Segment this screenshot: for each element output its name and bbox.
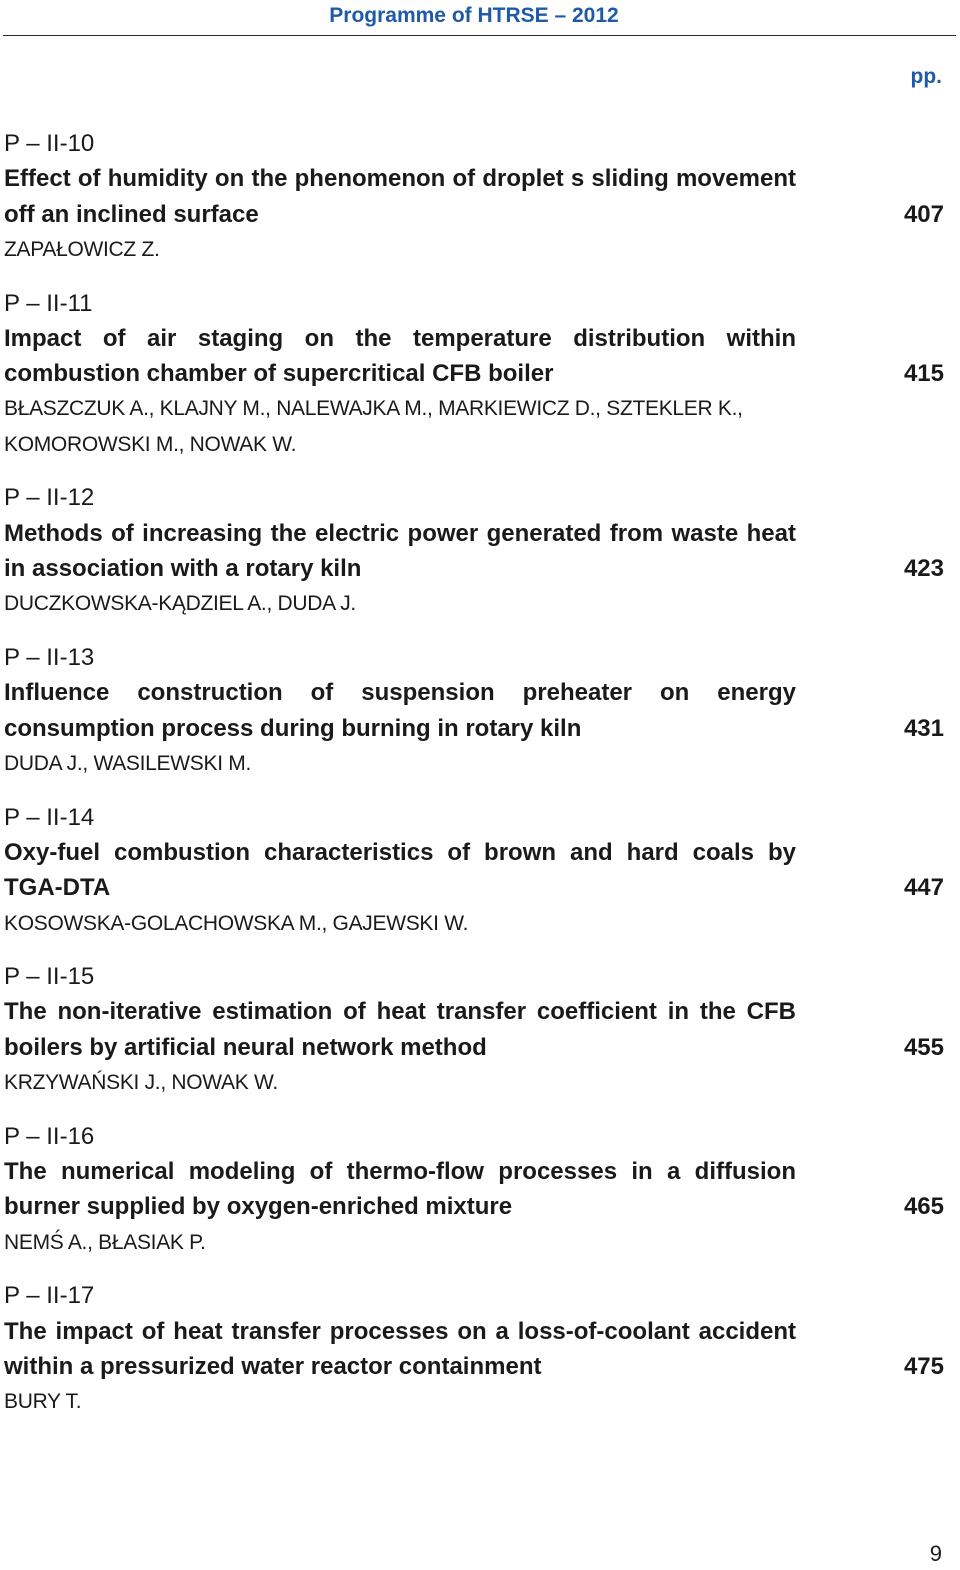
pages-column-label: pp. (910, 65, 942, 88)
entry-page-number: 407 (903, 200, 944, 228)
entry-title: Effect of humidity on the phenomenon of droplet s sliding movement off an inclined surface (4, 165, 796, 228)
entry-page-number: 465 (903, 1193, 944, 1221)
entry-page-number: 455 (903, 1033, 944, 1061)
entry-title: The impact of heat transfer processes on a loss-of-coolant accident within a pressurized water reactor containment (4, 1317, 796, 1380)
entry-authors: KOSOWSKA-GOLACHOWSKA M., GAJEWSKI W. (4, 911, 469, 935)
entry-code: P – II-12 (4, 484, 95, 512)
entry-title: Methods of increasing the electric power generated from waste heat in association with a rotary kiln (4, 519, 796, 583)
entry-title: Impact of air staging on the temperature distribution within combustion chamber of supercritical CFB boiler (4, 324, 796, 388)
contents-entry (4, 800, 944, 941)
entry-authors: ZAPAŁOWICZ Z. (4, 237, 160, 261)
contents-entry (4, 480, 944, 621)
entry-code: P – II-13 (4, 644, 95, 672)
entry-page-number: 415 (903, 360, 944, 388)
entry-title: The non-iterative estimation of heat transfer coefficient in the CFB boilers by artificial neural network method (4, 998, 796, 1061)
entry-authors: NEMŚ A., BŁASIAK P. (4, 1230, 206, 1254)
entry-code: P – II-15 (4, 963, 95, 991)
entry-code: P – II-17 (4, 1282, 95, 1310)
entry-code: P – II-14 (4, 803, 95, 831)
contents-list (4, 126, 944, 1438)
entry-authors: BURY T. (4, 1390, 82, 1414)
entry-page-number: 431 (903, 714, 944, 742)
entry-page-number: 423 (903, 555, 944, 583)
entry-code: P – II-11 (4, 289, 93, 317)
page-header-title: Programme of HTRSE – 2012 (329, 4, 619, 27)
entry-page-number: 475 (903, 1352, 944, 1380)
entry-code: P – II-16 (4, 1122, 95, 1150)
contents-entry (4, 959, 944, 1100)
contents-entry (4, 640, 944, 781)
entry-title: Influence construction of suspension preheater on energy consumption process during burning in rotary kiln (4, 679, 796, 742)
entry-authors: DUCZKOWSKA-KĄDZIEL A., DUDA J. (4, 592, 356, 616)
header-divider (3, 35, 956, 36)
entry-authors: DUDA J., WASILEWSKI M. (4, 751, 251, 775)
entry-authors: BŁASZCZUK A., KLAJNY M., NALEWAJKA M., MARKIEWICZ D., SZTEKLER K., (4, 397, 743, 421)
entry-code: P – II-10 (4, 130, 95, 157)
entry-authors: KRZYWAŃSKI J., NOWAK W. (4, 1071, 278, 1095)
page-number: 9 (929, 1541, 942, 1566)
contents-entry (4, 1278, 944, 1419)
entry-title: Oxy-fuel combustion characteristics of brown and hard coals by TGA-DTA (4, 838, 796, 902)
contents-entry (4, 1119, 944, 1260)
contents-entry (4, 286, 944, 462)
contents-entry (4, 126, 944, 267)
entry-authors: KOMOROWSKI M., NOWAK W. (4, 432, 297, 456)
entry-page-number: 447 (903, 874, 944, 902)
entry-title: The numerical modeling of thermo-flow processes in a diffusion burner supplied by oxygen-enriched mixture (4, 1158, 796, 1221)
